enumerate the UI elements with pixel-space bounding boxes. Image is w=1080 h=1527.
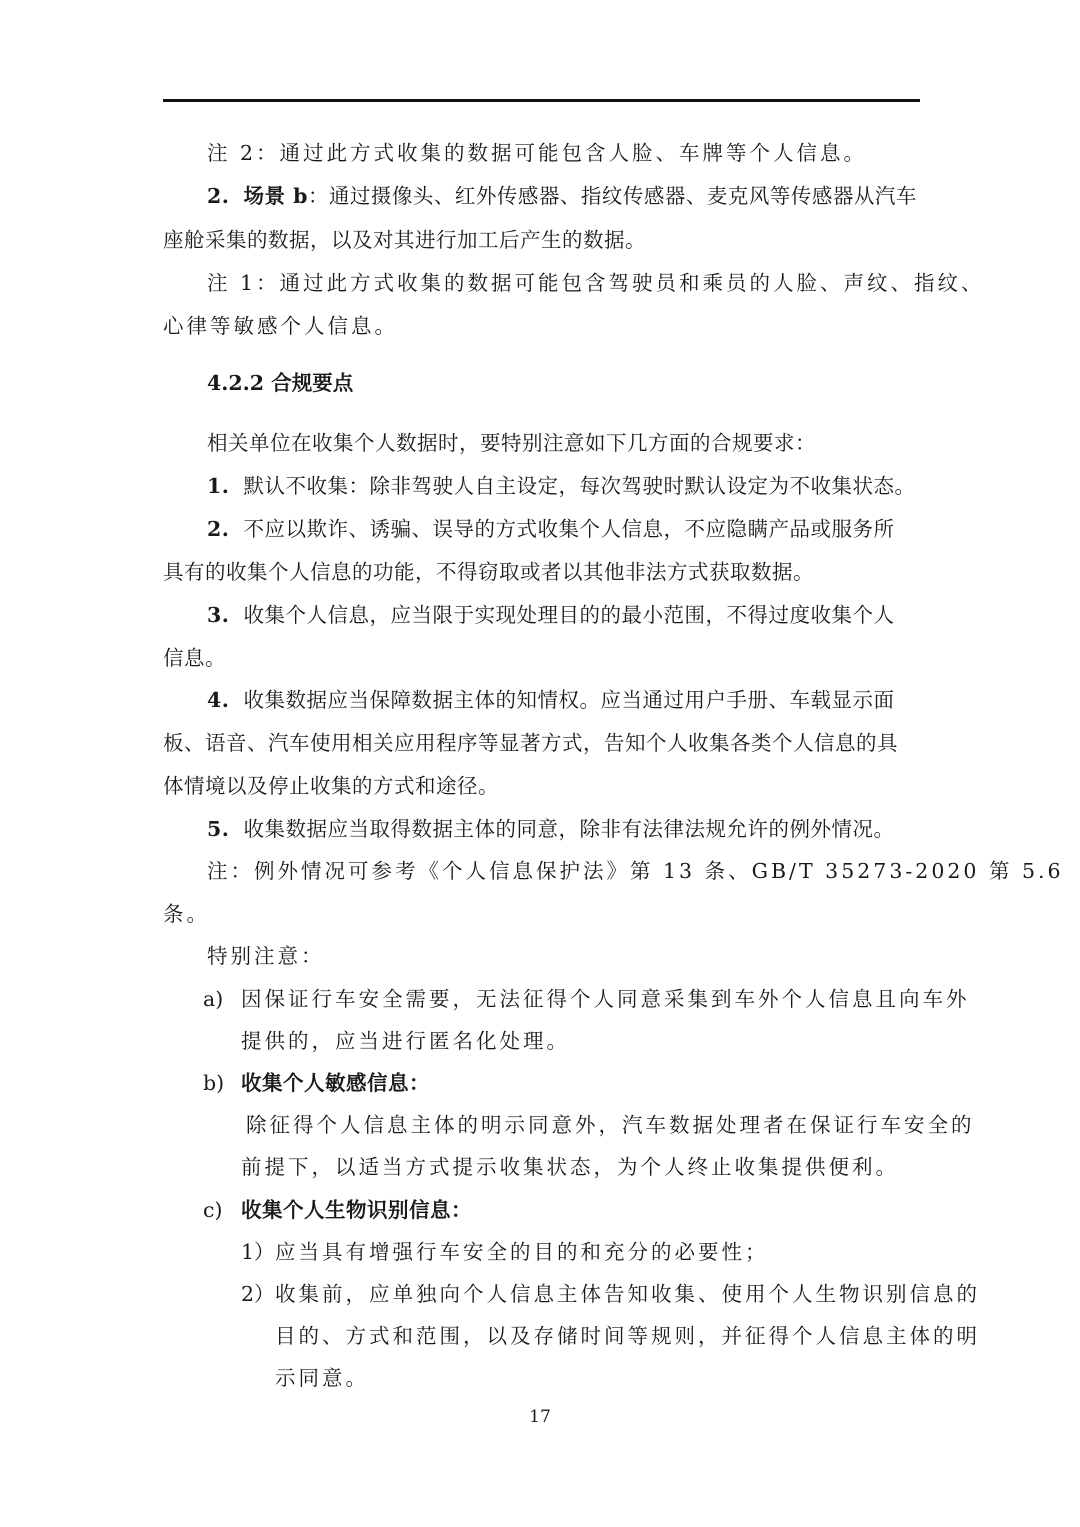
item-2 <box>207 514 920 544</box>
special-a-label: a) <box>203 987 224 1011</box>
item-4-number: 4. <box>207 688 230 712</box>
scene-a-note-2: 注 2：通过此方式收集的数据可能包含人脸、车牌等个人信息。 <box>207 141 868 165</box>
page-number: 17 <box>529 1407 551 1427</box>
item-3-text-line-2: 信息。 <box>163 646 226 670</box>
header-rule <box>163 99 920 102</box>
item-4-text-line-3: 体情境以及停止收集的方式和途径。 <box>163 774 499 798</box>
special-c-sub-1-label: 1） <box>241 1240 275 1264</box>
item-5 <box>207 814 920 844</box>
special-c-sub-2-label: 2） <box>241 1282 275 1306</box>
item-1-number: 1. <box>207 474 230 498</box>
special-c-sub-1-line-1: 应当具有增强行车安全的目的和充分的必要性； <box>275 1240 769 1264</box>
scene-b-label: 场景 b <box>243 184 308 208</box>
scene-b-text: ：通过摄像头、红外传感器、指纹传感器、麦克风等传感器从汽车 <box>307 184 917 208</box>
item-2-text-line-1: 不应以欺诈、诱骗、误导的方式收集个人信息，不应隐瞒产品或服务所 <box>243 517 895 541</box>
section-heading: 4.2.2 合规要点 <box>207 371 354 395</box>
scene-b-paragraph-line-2: 座舱采集的数据，以及对其进行加工后产生的数据。 <box>163 228 646 252</box>
exception-note-line-2: 条。 <box>163 902 210 926</box>
item-4 <box>207 685 920 715</box>
item-5-number: 5. <box>207 817 230 841</box>
exception-note-line-1: 注：例外情况可参考《个人信息保护法》第 13 条、GB/T 35273-2020 第 5.6 <box>207 859 1064 883</box>
special-attention-title: 特别注意： <box>207 944 325 968</box>
scene-b-paragraph-line-1 <box>207 181 920 211</box>
item-1 <box>207 471 920 501</box>
special-c-sub-2-line-1: 收集前，应单独向个人信息主体告知收集、使用个人生物识别信息的 <box>275 1282 980 1306</box>
special-a-line-2: 提供的，应当进行匿名化处理。 <box>241 1029 570 1053</box>
section-intro: 相关单位在收集个人数据时，要特别注意如下几方面的合规要求： <box>207 431 816 455</box>
item-4-text-line-2: 板、语音、汽车使用相关应用程序等显著方式，告知个人收集各类个人信息的具 <box>163 731 898 755</box>
special-b-line-2: 前提下，以适当方式提示收集状态，为个人终止收集提供便利。 <box>241 1155 899 1179</box>
special-b-line-1: 除征得个人信息主体的明示同意外，汽车数据处理者在保证行车安全的 <box>246 1113 975 1137</box>
item-3 <box>207 600 920 630</box>
special-c-sub-2-line-3: 示同意。 <box>275 1366 369 1390</box>
item-4-text-line-1: 收集数据应当保障数据主体的知情权。应当通过用户手册、车载显示面 <box>243 688 895 712</box>
item-3-text-line-1: 收集个人信息，应当限于实现处理目的的最小范围，不得过度收集个人 <box>243 603 895 627</box>
special-c-sub-2-line-2: 目的、方式和范围，以及存储时间等规则，并征得个人信息主体的明 <box>275 1324 980 1348</box>
item-1-text: 默认不收集：除非驾驶人自主设定，每次驾驶时默认设定为不收集状态。 <box>243 474 916 498</box>
scene-b-note-1-line-2: 心律等敏感个人信息。 <box>163 314 398 338</box>
special-c-title: 收集个人生物识别信息： <box>241 1198 472 1222</box>
special-b-title: 收集个人敏感信息： <box>241 1071 430 1095</box>
item-2-number: 2. <box>207 517 230 541</box>
item-2-text-line-2: 具有的收集个人信息的功能，不得窃取或者以其他非法方式获取数据。 <box>163 560 814 584</box>
scene-b-note-1-line-1: 注 1：通过此方式收集的数据可能包含驾驶员和乘员的人脸、声纹、指纹、 <box>207 271 985 295</box>
special-a-line-1: 因保证行车安全需要，无法征得个人同意采集到车外个人信息且向车外 <box>241 987 970 1011</box>
scene-b-number: 2. <box>207 184 230 208</box>
item-3-number: 3. <box>207 603 230 627</box>
special-b-label: b) <box>203 1071 225 1095</box>
item-5-text: 收集数据应当取得数据主体的同意，除非有法律法规允许的例外情况。 <box>243 817 895 841</box>
special-c-label: c) <box>203 1198 223 1222</box>
